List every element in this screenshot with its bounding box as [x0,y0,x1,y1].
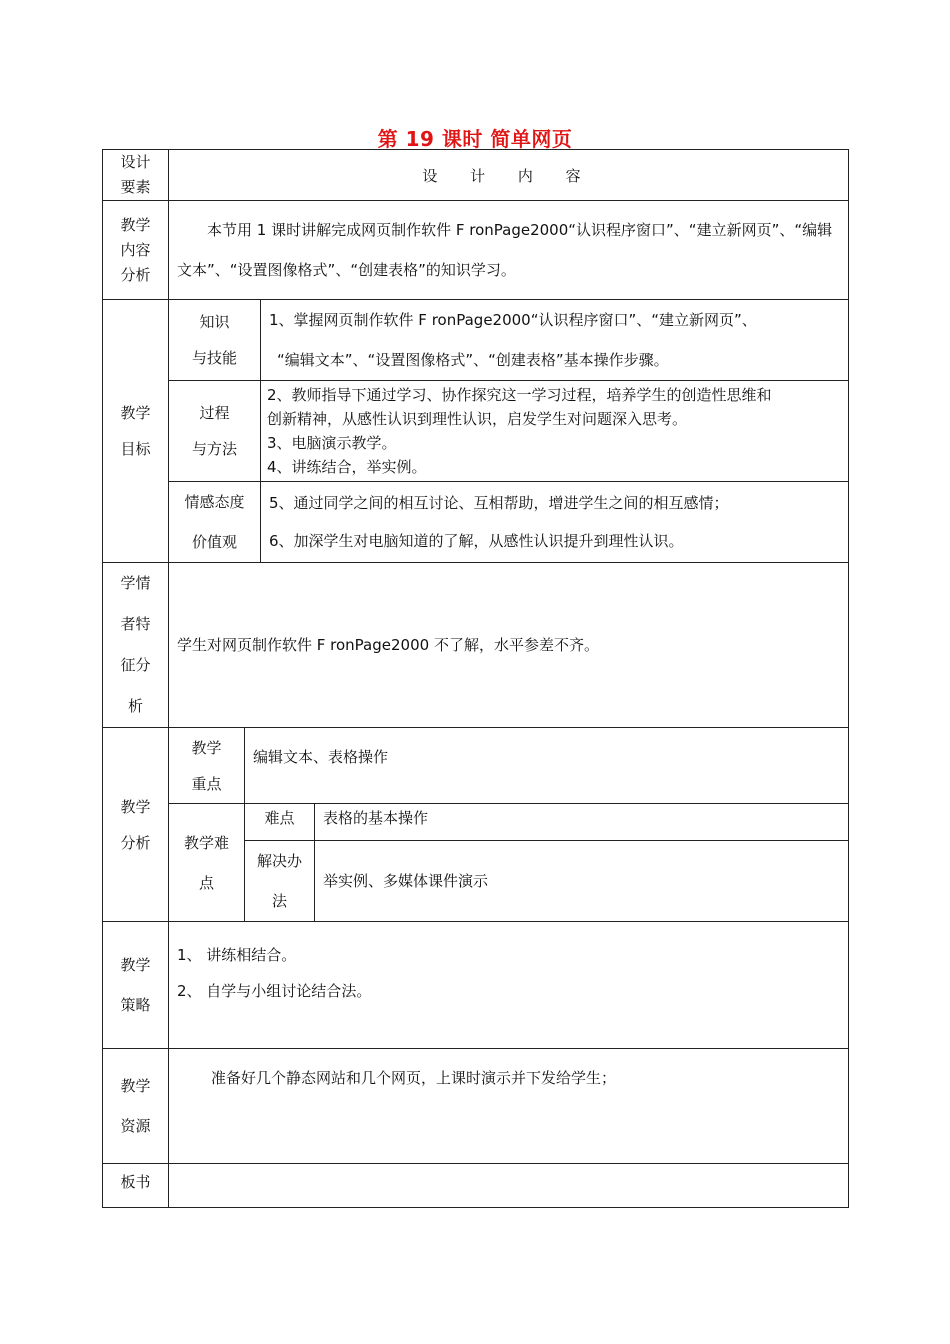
process-line2: 创新精神，从感性认识到理性认识，启发学生对问题深入思考。 [267,410,688,428]
header-label-line2: 要素 [120,178,151,196]
key-point-label [169,728,245,804]
emotion-line2: 6、加深学生对电脑知道的了解，从感性认识提升到理性认识。 [269,532,684,550]
solution-text: 举实例、多媒体课件演示 [315,841,849,922]
resources-text: 准备好几个静态网站和几个网页，上课时演示并下发给学生； [211,1069,617,1087]
process-label-line1: 过程 [199,404,230,422]
content-analysis-row [103,201,849,300]
knowledge-line1: 1、掌握网页制作软件 F ronPage2000“认识程序窗口”、“建立新网页”、 [269,311,757,329]
process-line4: 4、讲练结合，举实例。 [267,458,427,476]
emotion-label-line2: 价值观 [191,533,237,551]
goals-emotion-row [103,482,849,563]
analysis-label [103,728,169,922]
board-row [103,1164,849,1208]
knowledge-line2: “编辑文本”、“设置图像格式”、“创建表格”基本操作步骤。 [277,351,669,369]
solution-label-line1: 解决办 [256,852,302,870]
strategy-line1: 1、 讲练相结合。 [177,946,297,964]
resources-label-line2: 资源 [120,1117,151,1135]
key-point-label-line2: 重点 [191,774,222,793]
analysis-label-line1: 教学 [120,797,151,816]
difficulty-sub-label: 难点 [245,804,315,841]
key-point-row [103,728,849,804]
learner-label-line3: 征分 [120,656,151,674]
goals-knowledge-row [103,300,849,381]
process-line3: 3、电脑演示教学。 [267,434,397,452]
resources-label-line1: 教学 [120,1077,151,1095]
header-label-cell [103,150,169,201]
header-content: 设 计 内 容 [169,150,849,201]
emotion-label [169,482,261,563]
process-label-line2: 与方法 [191,440,237,458]
learner-label-line1: 学情 [120,574,151,592]
content-analysis-label [103,201,169,300]
resources-row [103,1049,849,1164]
content-analysis-label-line3: 分析 [120,265,151,284]
goals-label [103,300,169,563]
difficulty-row [103,804,849,841]
analysis-label-line2: 分析 [120,833,151,852]
lesson-plan-table [102,149,849,1208]
difficulty-label [169,804,245,922]
header-label-line1: 设计 [120,153,151,171]
learner-label-line4: 析 [127,697,143,715]
goals-label-line2: 目标 [120,440,151,458]
strategy-label [103,922,169,1049]
content-analysis-label-line1: 教学 [120,215,151,234]
strategy-label-line2: 策略 [120,996,151,1014]
learner-label [103,563,169,728]
knowledge-label-line1: 知识 [199,313,230,331]
strategy-row [103,922,849,1049]
board-content [169,1164,849,1208]
goals-process-row [103,381,849,482]
process-line1: 2、教师指导下通过学习、协作探究这一学习过程，培养学生的创造性思维和 [267,386,772,404]
difficulty-label-line2: 点 [198,873,214,892]
content-analysis-text: 本节用 1 课时讲解完成网页制作软件 F ronPage2000“认识程序窗口”、“建立新网页”、“编辑文本”、“设置图像格式”、“创建表格”的知识学习。 [177,221,833,279]
solution-label-line2: 法 [271,892,287,910]
knowledge-label [169,300,261,381]
emotion-line1: 5、通过同学之间的相互讨论、互相帮助，增进学生之间的相互感情； [269,494,729,512]
strategy-line2: 2、 自学与小组讨论结合法。 [177,982,372,1000]
key-point-text: 编辑文本、表格操作 [245,728,849,804]
learner-text: 学生对网页制作软件 F ronPage2000 不了解，水平参差不齐。 [169,563,849,728]
key-point-label-line1: 教学 [191,738,222,757]
emotion-label-line1: 情感态度 [184,493,245,511]
process-label [169,381,261,482]
goals-label-line1: 教学 [120,404,151,422]
learner-label-line2: 者特 [120,615,151,633]
strategy-label-line1: 教学 [120,956,151,974]
learner-row [103,563,849,728]
resources-label [103,1049,169,1164]
page-title: 第 19 课时 简单网页 [377,127,573,151]
board-label: 板书 [103,1164,169,1208]
content-analysis-label-line2: 内容 [120,240,151,259]
solution-label [245,841,315,922]
header-row [103,150,849,201]
knowledge-label-line2: 与技能 [191,349,237,367]
difficulty-text: 表格的基本操作 [315,804,849,841]
difficulty-label-line1: 教学难 [183,833,229,852]
